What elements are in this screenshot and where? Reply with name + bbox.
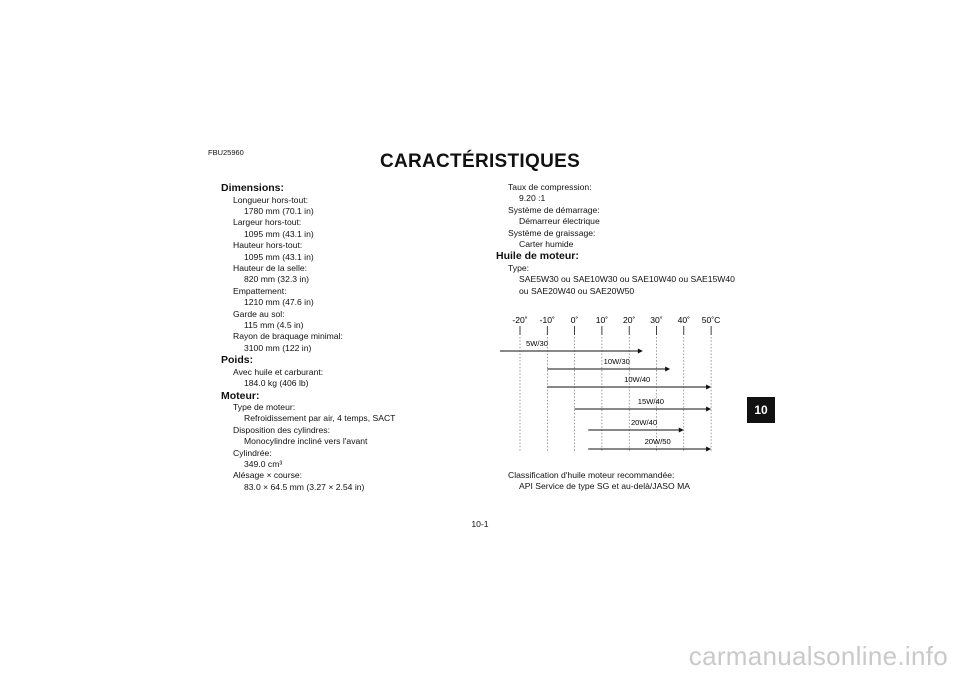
- temperature-label: -10˚: [539, 315, 555, 325]
- oil-grade-arrowhead: [706, 407, 711, 412]
- spec-value: 349.0 cm³: [244, 459, 283, 470]
- spec-value: 1780 mm (70.1 in): [244, 205, 314, 216]
- oil-grade-label: 15W/40: [637, 397, 664, 406]
- spec-value: Monocylindre incliné vers l'avant: [244, 436, 368, 447]
- spec-label: Type de moteur:: [233, 402, 296, 412]
- spec-value: Refroidissement par air, 4 temps, SACT: [244, 413, 396, 424]
- oil-classification-value: API Service de type SG et au-delà/JASO MA: [519, 481, 690, 492]
- spec-label: Garde au sol:: [233, 308, 285, 319]
- specs-left-column: [221, 182, 481, 493]
- oil-grade-label: 10W/30: [603, 357, 630, 366]
- spec-label: Empattement:: [233, 285, 287, 296]
- spec-value: 1210 mm (47.6 in): [244, 297, 314, 308]
- watermark: carmanualsonline.info: [688, 641, 948, 671]
- temperature-label: 30˚: [650, 315, 663, 325]
- temperature-label: 50˚C: [701, 315, 721, 325]
- spec-label: Taux de compression:: [508, 182, 592, 192]
- page-title: CARACTÉRISTIQUES: [379, 151, 581, 172]
- spec-label: Hauteur hors-tout:: [233, 240, 303, 251]
- spec-value: Carter humide: [519, 239, 574, 250]
- spec-value: 1095 mm (43.1 in): [244, 251, 314, 262]
- temperature-label: 40˚: [677, 315, 691, 325]
- spec-label: Système de démarrage:: [508, 204, 600, 215]
- spec-value: 83.0 × 64.5 mm (3.27 × 2.54 in): [244, 481, 365, 492]
- spec-label: Avec huile et carburant:: [233, 366, 324, 377]
- temperature-label: 10˚: [595, 315, 609, 325]
- spec-value: Démarreur électrique: [519, 216, 600, 227]
- chapter-tab: 10: [747, 397, 775, 423]
- oil-grade-arrowhead: [679, 428, 684, 433]
- oil-grade-label: 10W/40: [624, 375, 651, 384]
- temperature-label: -20˚: [512, 315, 528, 325]
- spec-label: Type:: [508, 262, 530, 273]
- oil-viscosity-chart: [500, 312, 730, 462]
- spec-label: Alésage × course:: [233, 470, 303, 481]
- spec-value: SAE5W30 ou SAE10W30 ou SAE10W40 ou SAE15W40: [519, 274, 735, 285]
- spec-label: Largeur hors-tout:: [233, 217, 302, 228]
- spec-value: 1095 mm (43.1 in): [244, 228, 314, 239]
- spec-label: Disposition des cylindres:: [233, 424, 330, 435]
- section-heading: Huile de moteur:: [496, 250, 579, 263]
- page-number: 10-1: [471, 519, 489, 529]
- spec-label: Longueur hors-tout:: [233, 194, 309, 205]
- spec-label: Hauteur de la selle:: [233, 262, 308, 273]
- spec-value: 184.0 kg (406 lb): [244, 378, 309, 389]
- spec-label: Système de graissage:: [508, 227, 596, 238]
- oil-grade-arrowhead: [638, 349, 643, 354]
- spec-value: ou SAE20W40 ou SAE20W50: [519, 285, 635, 296]
- section-heading: Poids:: [221, 354, 254, 367]
- spec-value: 115 mm (4.5 in): [244, 319, 304, 330]
- section-heading: Dimensions:: [221, 182, 285, 194]
- oil-grade-arrowhead: [706, 447, 711, 452]
- oil-grade-label: 20W/50: [644, 437, 671, 446]
- oil-grade-label: 20W/40: [630, 418, 658, 427]
- temperature-label: 0˚: [570, 315, 579, 325]
- spec-label: Cylindrée:: [233, 447, 272, 458]
- oil-classification-label: Classification d'huile moteur recommandée:: [508, 470, 675, 480]
- oil-grade-arrowhead: [706, 385, 711, 390]
- temperature-label: 20˚: [622, 315, 636, 325]
- section-heading: Moteur:: [221, 389, 260, 402]
- spec-value: 3100 mm (122 in): [244, 342, 312, 353]
- spec-value: 9.20 :1: [519, 193, 546, 204]
- oil-grade-arrowhead: [665, 367, 670, 372]
- specs-right-column: [496, 182, 796, 297]
- oil-grade-label: 5W/30: [526, 339, 548, 348]
- oil-viscosity-chart-svg: [500, 312, 730, 462]
- spec-value: 820 mm (32.3 in): [244, 274, 309, 285]
- oil-classification: [508, 470, 690, 493]
- document-code: FBU25960: [208, 148, 244, 157]
- spec-label: Rayon de braquage minimal:: [233, 331, 343, 342]
